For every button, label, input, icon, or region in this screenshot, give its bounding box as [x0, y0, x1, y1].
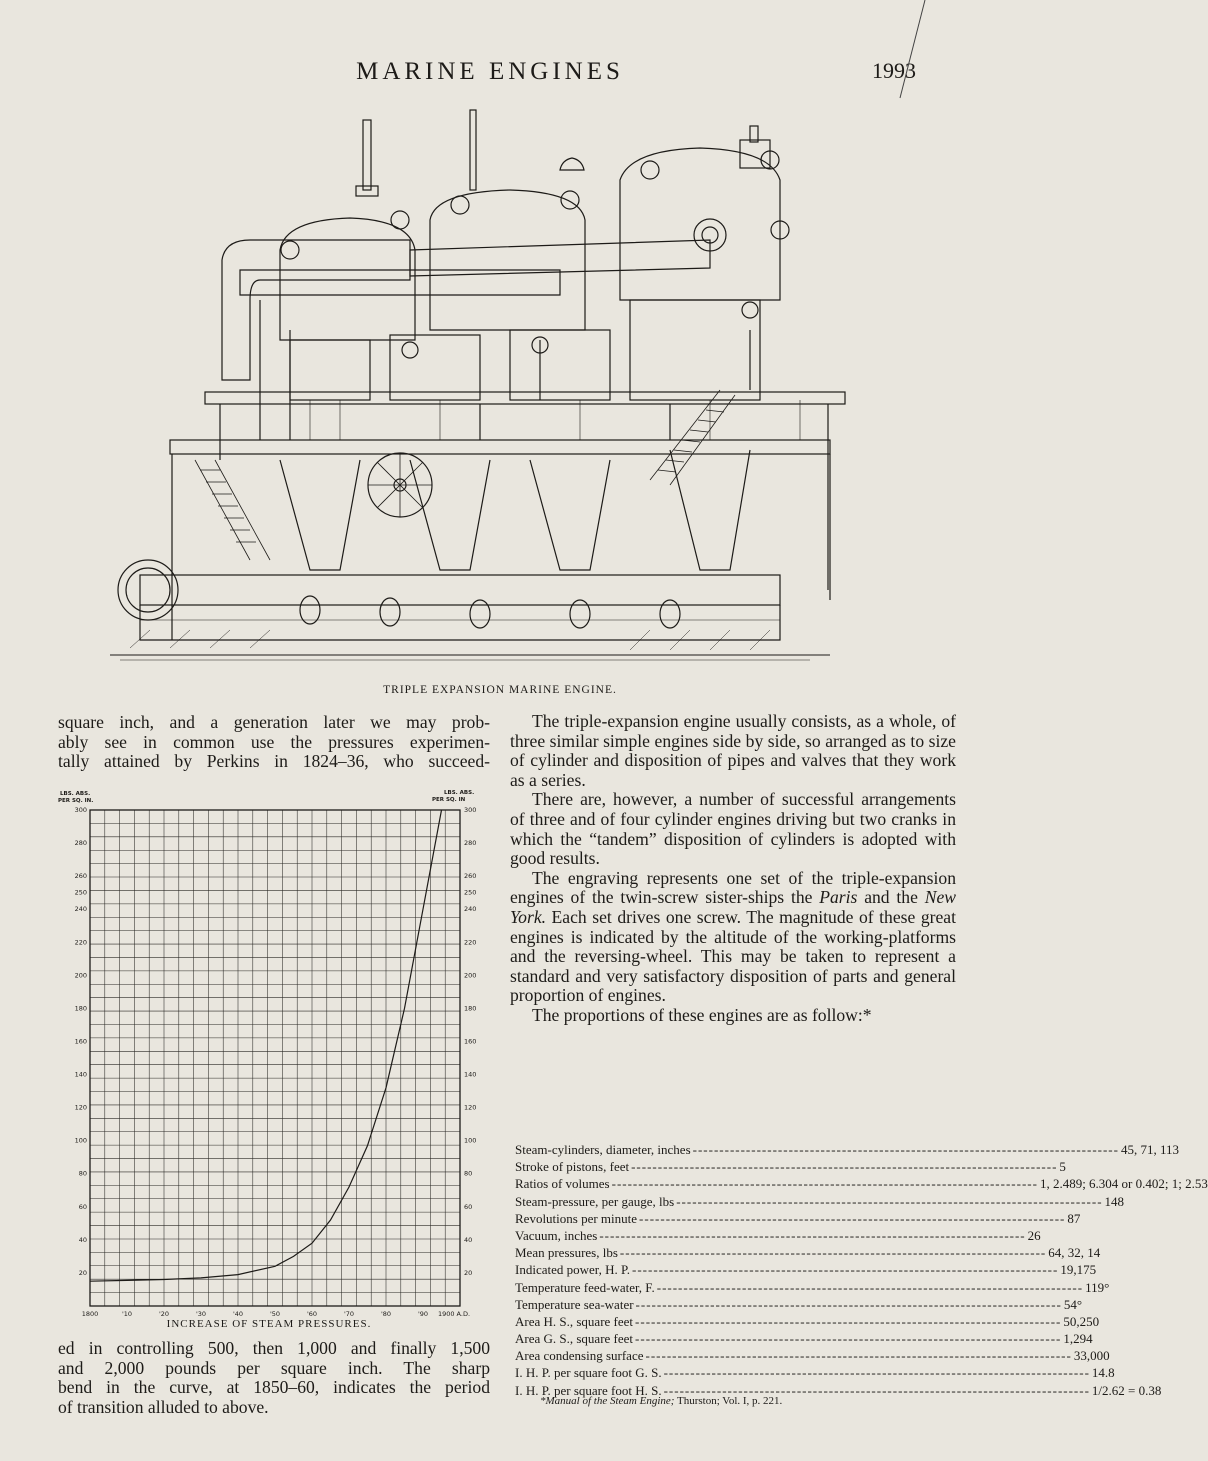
y-tick-label-right: 120: [464, 1103, 477, 1112]
dot-leader: --------------------------------------------------------------------------------: [692, 1142, 1119, 1157]
x-tick-label: 1800: [81, 1310, 99, 1318]
dot-leader: --------------------------------------------------------------------------------: [635, 1331, 1062, 1347]
y-tick-label-right: 280: [464, 839, 477, 848]
right-column-text: [510, 712, 956, 1026]
pressure-curve: [90, 810, 442, 1281]
x-tick-label: '30: [195, 1310, 207, 1318]
spec-label: Steam-cylinders, diameter, inches: [515, 1142, 691, 1157]
plot-frame: [90, 810, 460, 1306]
y-tick-label-left: 280: [74, 839, 87, 848]
ship-name: New York.: [510, 887, 957, 927]
spec-row: [515, 1158, 1066, 1175]
y-tick-label-left: 240: [74, 905, 87, 914]
y-tick-label-left: 260: [74, 872, 87, 881]
spec-row: [515, 1193, 1125, 1210]
y-tick-label-right: 260: [464, 872, 477, 881]
page-title: MARINE ENGINES: [356, 58, 624, 85]
text-line: ably see in common use the pressures experimen-: [58, 731, 490, 752]
y-tick-label-left: 60: [78, 1202, 87, 1211]
y-tick-label-right: 140: [464, 1070, 477, 1079]
y-tick-label-left: 20: [78, 1268, 87, 1277]
spec-label: Mean pressures, lbs: [515, 1245, 618, 1261]
spec-value: 1, 2.489; 6.304 or 0.402; 1; 2.53: [1039, 1176, 1208, 1192]
text-line: tally attained by Perkins in 1824–36, who succeed-: [58, 751, 490, 772]
spec-row: [515, 1279, 1110, 1296]
y-tick-label-left: 200: [74, 971, 87, 980]
dot-leader: --------------------------------------------------------------------------------: [645, 1348, 1072, 1364]
text-line: square inch, and a generation later we may prob-: [58, 712, 490, 732]
text-line: ed in controlling 500, then 1,000 and finally 1,500: [58, 1338, 490, 1358]
y-axis-label-left: PER SQ. IN.: [58, 798, 94, 804]
spec-label: Vacuum, inches: [515, 1227, 598, 1243]
spec-label: Indicated power, H. P.: [515, 1262, 631, 1278]
spec-row: [515, 1227, 1041, 1244]
spec-value: 54°: [1063, 1296, 1083, 1312]
engine-proportions-table: [515, 1141, 1208, 1399]
dot-leader: --------------------------------------------------------------------------------: [599, 1227, 1026, 1243]
spec-row: [515, 1175, 1208, 1192]
dot-leader: --------------------------------------------------------------------------------: [656, 1279, 1084, 1295]
spec-value: 119°: [1085, 1279, 1110, 1295]
spec-label: Ratios of volumes: [515, 1176, 610, 1192]
spec-value: 33,000: [1073, 1348, 1110, 1364]
y-tick-label-right: 200: [464, 971, 477, 980]
x-tick-label: '20: [158, 1310, 170, 1318]
y-tick-label-right: 250: [464, 888, 477, 897]
spec-label: Area condensing surface: [515, 1348, 644, 1364]
dot-leader: --------------------------------------------------------------------------------: [611, 1176, 1038, 1192]
text-line: and 2,000 pounds per square inch. The sharp: [58, 1357, 490, 1378]
y-tick-label-right: 220: [464, 938, 477, 947]
spec-value: 50,250: [1063, 1313, 1100, 1329]
spec-label: Area G. S., square feet: [515, 1331, 634, 1347]
x-tick-label: '60: [306, 1310, 318, 1318]
spec-row: [515, 1261, 1097, 1278]
paragraph-text: and the: [857, 887, 925, 908]
spec-value: 148: [1104, 1193, 1125, 1209]
y-tick-label-right: 100: [464, 1136, 477, 1145]
paragraph: The triple-expansion engine usually consists, as a whole, of three similar simple engines side by side, so arranged as to size of cylinder and disposition of pipes and valves that they work as a series.: [510, 711, 956, 790]
dot-leader: --------------------------------------------------------------------------------: [635, 1296, 1062, 1312]
dot-leader: --------------------------------------------------------------------------------: [663, 1382, 1090, 1398]
left-column-bottom-text: [58, 1339, 490, 1417]
dot-leader: --------------------------------------------------------------------------------: [632, 1262, 1059, 1278]
dot-leader: --------------------------------------------------------------------------------: [619, 1245, 1047, 1261]
text-line: bend in the curve, at 1850–60, indicates the period: [58, 1377, 490, 1398]
footnote: [540, 1395, 782, 1407]
spec-row: [515, 1330, 1093, 1347]
y-tick-label-right: 180: [464, 1004, 477, 1013]
y-tick-label-left: 40: [78, 1235, 87, 1244]
left-column-top-text: [58, 713, 490, 772]
y-tick-label-left: 250: [74, 888, 87, 897]
text-line: of transition alluded to above.: [58, 1396, 269, 1417]
x-tick-label: '90: [417, 1310, 429, 1318]
scan-corner-mark: [880, 58, 940, 98]
y-tick-label-left: 300: [74, 806, 87, 814]
spec-label: Area H. S., square feet: [515, 1313, 634, 1329]
spec-value: 45, 71, 113: [1120, 1142, 1179, 1157]
x-tick-label: '50: [269, 1310, 281, 1318]
footnote-citation: Thurston; Vol. I, p. 221.: [674, 1395, 783, 1407]
x-tick-label: '80: [380, 1310, 392, 1318]
y-tick-label-right: 60: [464, 1202, 473, 1211]
paragraph: [510, 869, 956, 1006]
footnote-title: *Manual of the Steam Engine;: [540, 1395, 675, 1407]
y-axis-label-right: LBS. ABS.: [444, 790, 475, 796]
y-tick-label-left: 120: [74, 1103, 87, 1112]
spec-row: [515, 1364, 1115, 1381]
paragraph-text: The engraving represents one set of the triple-expansion engines of the twin-screw sister-ships the: [510, 867, 956, 908]
spec-value: 1,294: [1063, 1331, 1093, 1347]
y-tick-label-right: 240: [464, 905, 477, 914]
spec-row: [515, 1296, 1083, 1313]
x-tick-label: '10: [121, 1310, 133, 1318]
y-tick-label-left: 160: [74, 1037, 87, 1046]
page-number: 1993: [872, 58, 916, 83]
paragraph: There are, however, a number of successful arrangements of three and of four cylinder engines driving but two cranks in which the “tandem” disposition of cylinders is adopted with good results.: [510, 789, 956, 869]
x-tick-label: '70: [343, 1310, 355, 1318]
spec-row: [515, 1244, 1101, 1261]
x-tick-label: 1900 A.D.: [437, 1310, 471, 1318]
dot-leader: --------------------------------------------------------------------------------: [663, 1365, 1090, 1381]
dot-leader: --------------------------------------------------------------------------------: [631, 1159, 1058, 1175]
engine-engraving: [110, 100, 900, 675]
spec-label: I. H. P. per square foot G. S.: [515, 1365, 662, 1381]
spec-value: 5: [1059, 1159, 1066, 1175]
spec-value: 19,175: [1060, 1262, 1097, 1278]
dot-leader: --------------------------------------------------------------------------------: [639, 1210, 1066, 1226]
dot-leader: --------------------------------------------------------------------------------: [676, 1193, 1103, 1209]
spec-value: 14.8: [1091, 1365, 1115, 1381]
spec-value: 87: [1067, 1210, 1081, 1226]
paragraph-text: Each set drives one screw. The magnitude of these great engines is indicated by the altitude of the working-platforms and the reversing-wheel. This may be taken to represent a standard and very satisfactory disposition of parts and general proportion of engines.: [510, 906, 956, 1006]
spec-value: 64, 32, 14: [1048, 1245, 1101, 1261]
steam-pressure-chart: [52, 788, 482, 1328]
y-tick-label-left: 180: [74, 1004, 87, 1013]
y-tick-label-right: 20: [464, 1268, 473, 1277]
spec-label: Stroke of pistons, feet: [515, 1159, 630, 1175]
spec-row: [515, 1210, 1081, 1227]
spec-row: [515, 1347, 1110, 1364]
dot-leader: --------------------------------------------------------------------------------: [635, 1313, 1062, 1329]
y-tick-label-left: 80: [78, 1169, 87, 1178]
y-tick-label-right: 40: [464, 1235, 473, 1244]
spec-row: [515, 1141, 1179, 1158]
running-head: [0, 58, 1000, 92]
spec-value: 1/2.62 = 0.38: [1091, 1382, 1162, 1398]
spec-value: 26: [1027, 1227, 1041, 1243]
figure-caption: TRIPLE EXPANSION MARINE ENGINE.: [383, 684, 617, 696]
y-tick-label-left: 140: [74, 1070, 87, 1079]
spec-label: Temperature feed-water, F.: [515, 1279, 655, 1295]
spec-label: Temperature sea-water: [515, 1296, 634, 1312]
spec-label: Steam-pressure, per gauge, lbs: [515, 1193, 675, 1209]
y-tick-label-right: 160: [464, 1037, 477, 1046]
spec-row: [515, 1313, 1100, 1330]
y-tick-label-left: 100: [74, 1136, 87, 1145]
x-tick-label: '40: [232, 1310, 244, 1318]
ship-name: Paris: [819, 887, 858, 908]
y-tick-label-right: 80: [464, 1169, 473, 1178]
y-axis-label-left: LBS. ABS.: [60, 791, 91, 797]
x-axis-title: INCREASE OF STEAM PRESSURES.: [166, 1318, 372, 1330]
spec-label: I. H. P. per square foot H. S.: [515, 1382, 662, 1398]
y-axis-label-right: PER SQ. IN: [432, 797, 466, 803]
spec-label: Revolutions per minute: [515, 1210, 638, 1226]
y-tick-label-right: 300: [464, 806, 477, 814]
y-tick-label-left: 220: [74, 938, 87, 947]
paragraph: The proportions of these engines are as follow:*: [532, 1004, 872, 1025]
